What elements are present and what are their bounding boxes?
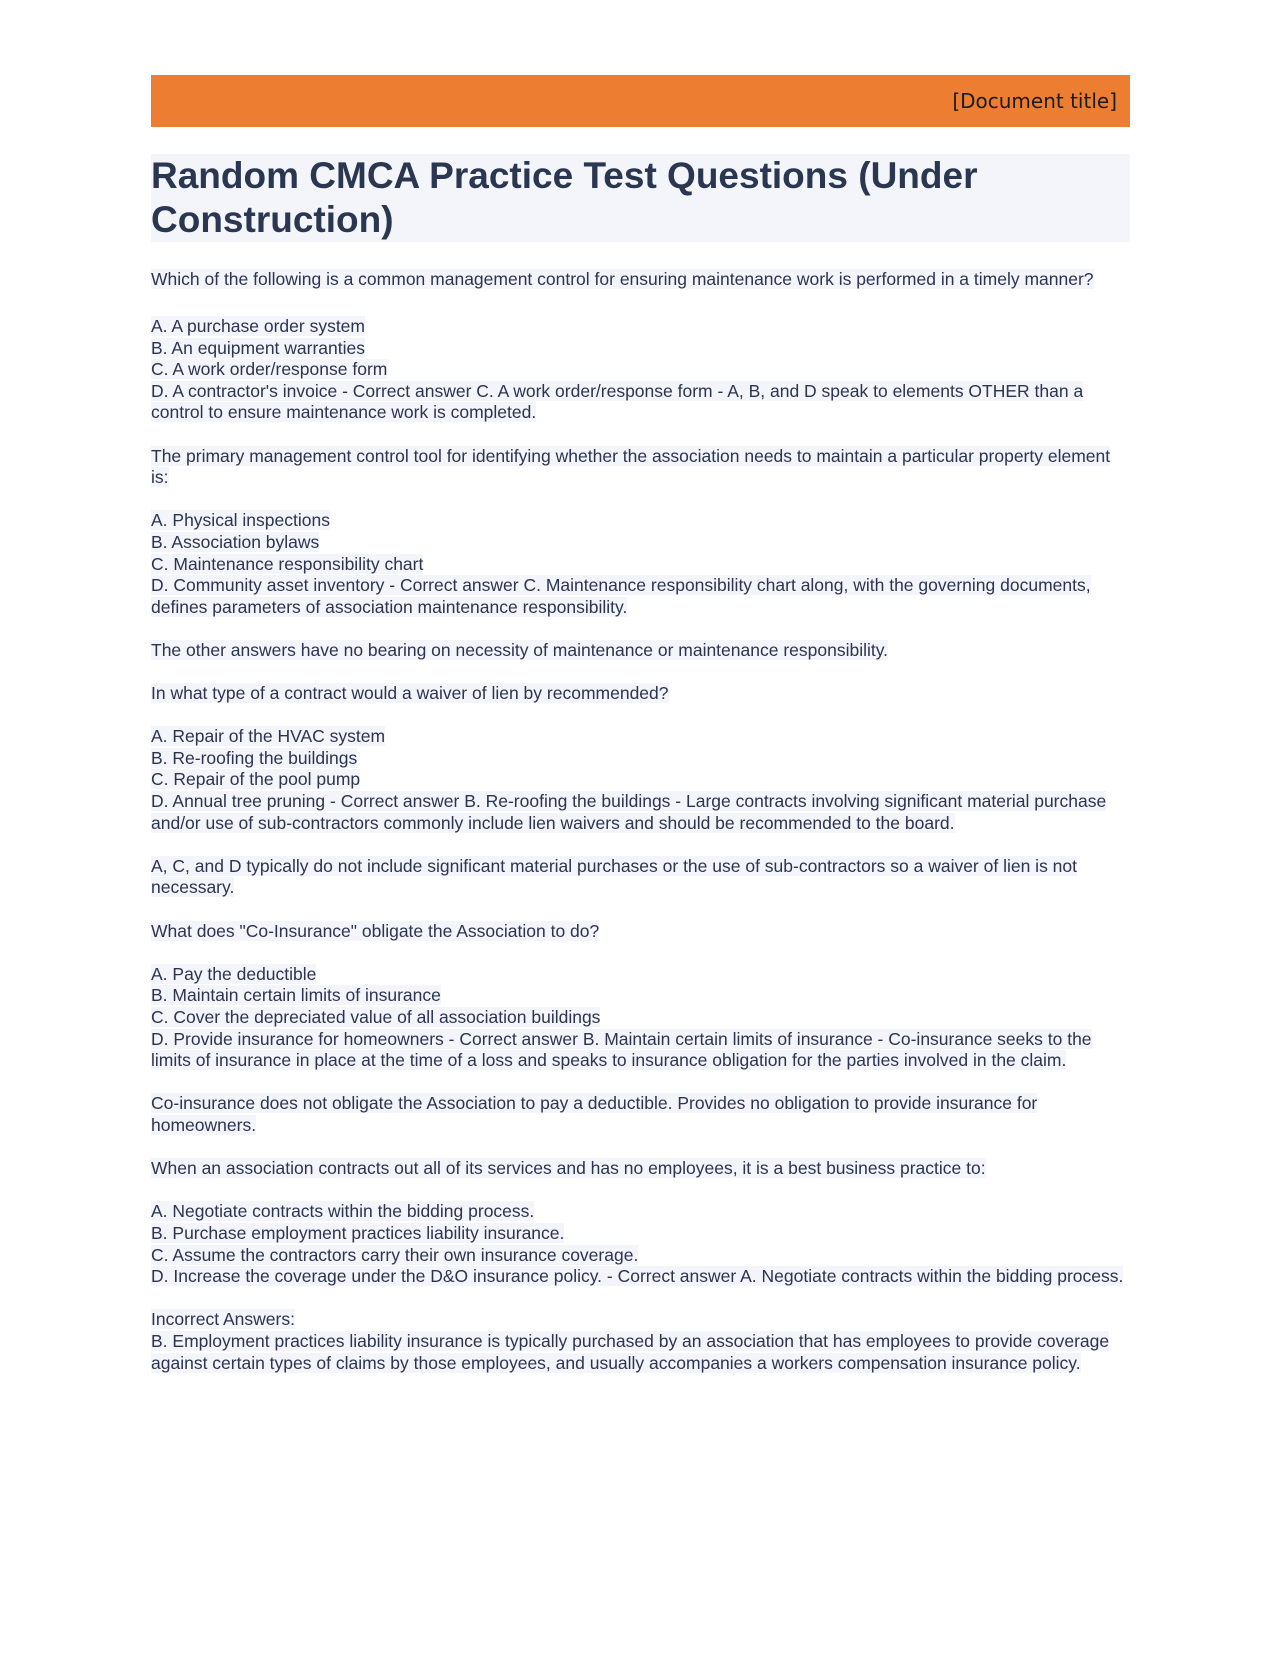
q3-note: A, C, and D typically do not include significant material purchases or the use of sub-contractors so a waiver of lien is not necessary. — [151, 855, 1078, 898]
header-bar — [151, 75, 1130, 127]
q5-option-b: B. Purchase employment practices liability insurance. — [151, 1222, 565, 1243]
question-3: In what type of a contract would a waiver of lien by recommended? — [151, 683, 669, 704]
document-page — [151, 75, 1130, 1374]
q1-option-a: A. A purchase order system — [151, 316, 365, 336]
q4-note: Co-insurance does not obligate the Association to pay a deductible. Provides no obligation to provide insurance for homeowners. — [151, 1093, 1038, 1135]
q3-option-d: D. Annual tree pruning - Correct answer B. Re-roofing the buildings - Large contracts involving significant material purchase and/or use of sub-contractors commonly include lien waivers and should be recommended to the board. — [151, 791, 1107, 833]
q4-option-d: D. Provide insurance for homeowners - Correct answer B. Maintain certain limits of insurance - Co-insurance seeks to the limits of insurance in place at the time of a loss and speaks to insurance obligation for the parties involved in the claim. — [151, 1028, 1092, 1071]
q2-note: The other answers have no bearing on necessity of maintenance or maintenance responsibility. — [151, 639, 889, 660]
q1-option-d: D. A contractor's invoice - Correct answer C. A work order/response form - A, B, and D speak to elements OTHER than a control to ensure maintenance work is completed. — [151, 380, 1084, 423]
q4-option-b: B. Maintain certain limits of insurance — [151, 985, 441, 1006]
page-title: Random CMCA Practice Test Questions (Under Construction) — [151, 154, 1130, 242]
q3-option-c: C. Repair of the pool pump — [151, 769, 361, 790]
question-2: The primary management control tool for identifying whether the association needs to maintain a particular property element is: — [151, 445, 1111, 488]
q2-option-a: A. Physical inspections — [151, 510, 330, 531]
question-5: When an association contracts out all of its services and has no employees, it is a best business practice to: — [151, 1158, 986, 1179]
q4-option-c: C. Cover the depreciated value of all association buildings — [151, 1007, 601, 1027]
question-4: What does "Co-Insurance" obligate the Association to do? — [151, 920, 600, 941]
q1-option-c: C. A work order/response form — [151, 359, 388, 380]
q3-option-a: A. Repair of the HVAC system — [151, 726, 386, 747]
q2-option-c: C. Maintenance responsibility chart — [151, 553, 424, 574]
q4-option-a: A. Pay the deductible — [151, 963, 317, 984]
q3-option-b: B. Re-roofing the buildings — [151, 747, 358, 768]
q5-incorrect-b: B. Employment practices liability insurance is typically purchased by an association that has employees to provide coverage against certain types of claims by those employees, and usually accompanies a workers compensation insurance policy. — [151, 1330, 1110, 1373]
q5-option-a: A. Negotiate contracts within the bidding process. — [151, 1201, 535, 1222]
document-body — [151, 262, 1130, 1374]
q2-option-d: D. Community asset inventory - Correct answer C. Maintenance responsibility chart along, with the governing documents, defines parameters of association maintenance responsibility. — [151, 575, 1091, 617]
q5-option-c: C. Assume the contractors carry their own insurance coverage. — [151, 1244, 639, 1265]
document-title: [Document title] — [952, 89, 1117, 113]
question-1: Which of the following is a common management control for ensuring maintenance work is performed in a timely manner? — [151, 269, 1094, 289]
q5-option-d: D. Increase the coverage under the D&O insurance policy. - Correct answer A. Negotiate contracts within the bidding process. — [151, 1266, 1124, 1287]
q1-option-b: B. An equipment warranties — [151, 337, 366, 358]
q2-option-b: B. Association bylaws — [151, 531, 320, 552]
q5-incorrect-heading: Incorrect Answers: — [151, 1309, 295, 1330]
